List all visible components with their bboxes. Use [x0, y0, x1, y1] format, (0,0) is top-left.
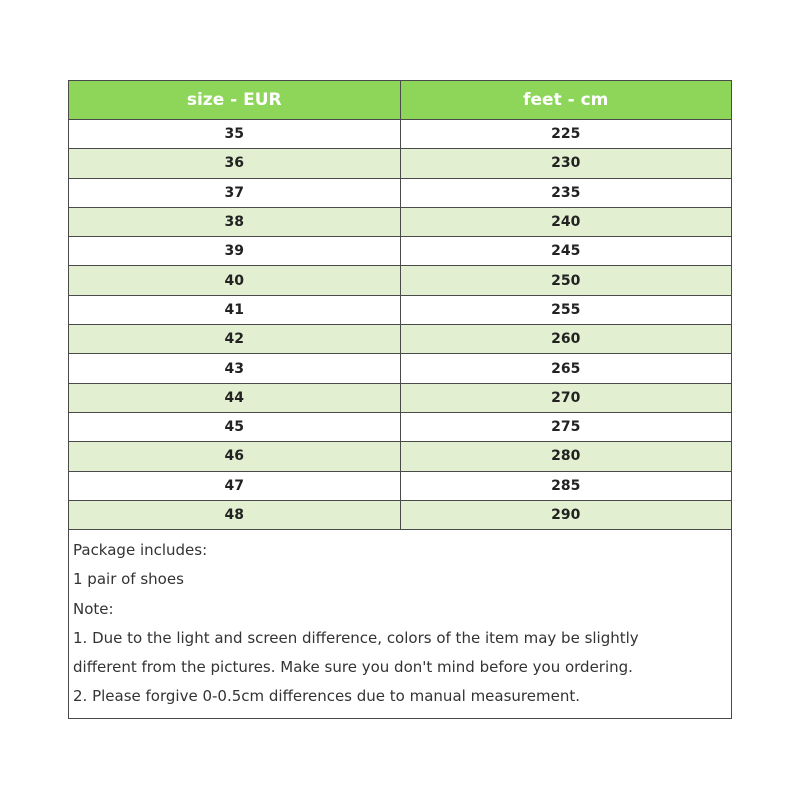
feet-cell: 250: [400, 266, 731, 295]
table-row: [69, 442, 731, 471]
table-row: [69, 178, 731, 207]
notes-section: [69, 529, 731, 718]
size-cell: 36: [69, 149, 400, 178]
note-line: 1. Due to the light and screen difference, colors of the item may be slightly: [73, 628, 639, 647]
note-line: different from the pictures. Make sure you don't mind before you ordering.: [73, 657, 633, 676]
header-row: [69, 81, 731, 120]
size-chart: [68, 80, 732, 719]
table-row: [69, 149, 731, 178]
feet-cell: 230: [400, 149, 731, 178]
feet-cell: 255: [400, 295, 731, 324]
feet-cell: 280: [400, 442, 731, 471]
feet-cell: 285: [400, 471, 731, 500]
header-feet-cm: feet - cm: [400, 81, 731, 120]
feet-cell: 240: [400, 207, 731, 236]
size-cell: 42: [69, 325, 400, 354]
table-row: [69, 354, 731, 383]
size-cell: 41: [69, 295, 400, 324]
size-cell: 44: [69, 383, 400, 412]
note-line: 2. Please forgive 0-0.5cm differences due to manual measurement.: [73, 687, 580, 706]
feet-cell: 235: [400, 178, 731, 207]
size-cell: 45: [69, 412, 400, 441]
table-row: [69, 500, 731, 529]
table-row: [69, 295, 731, 324]
header-size-eur: size - EUR: [69, 81, 400, 120]
size-cell: 46: [69, 442, 400, 471]
feet-cell: 290: [400, 500, 731, 529]
table-row: [69, 383, 731, 412]
size-cell: 43: [69, 354, 400, 383]
table-row: [69, 412, 731, 441]
table-row: [69, 471, 731, 500]
size-table: [69, 81, 731, 529]
table-row: [69, 237, 731, 266]
table-row: [69, 325, 731, 354]
size-cell: 39: [69, 237, 400, 266]
feet-cell: 270: [400, 383, 731, 412]
table-row: [69, 266, 731, 295]
size-cell: 40: [69, 266, 400, 295]
feet-cell: 260: [400, 325, 731, 354]
size-cell: 38: [69, 207, 400, 236]
feet-cell: 245: [400, 237, 731, 266]
size-cell: 47: [69, 471, 400, 500]
package-includes-label: Package includes:: [73, 541, 208, 560]
feet-cell: 265: [400, 354, 731, 383]
size-cell: 35: [69, 120, 400, 149]
size-cell: 37: [69, 178, 400, 207]
size-cell: 48: [69, 500, 400, 529]
feet-cell: 275: [400, 412, 731, 441]
table-row: [69, 120, 731, 149]
note-label: Note:: [73, 599, 114, 618]
table-row: [69, 207, 731, 236]
package-contents: 1 pair of shoes: [73, 570, 184, 589]
feet-cell: 225: [400, 120, 731, 149]
